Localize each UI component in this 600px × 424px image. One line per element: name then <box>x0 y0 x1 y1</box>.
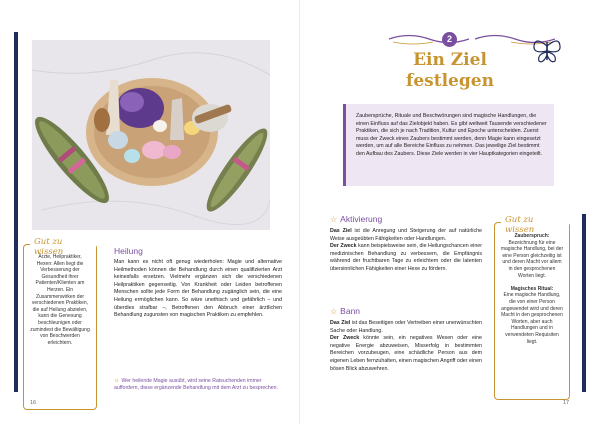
section-body-bann: Das Ziel ist das Beseitigen oder Vertreiben einer unerwünschten Sache oder Handlung. Der Zweck könnte sein, ein negatives Wesen oder eine negative Energie abzuweisen, Misserfolg in bestimmten Bereichen vorzubeugen, eine schädliche Person aus dem eigenen Leben fernzuhalten, einen magischen Angriff oder einen bösen Blick abzuwehren. <box>330 320 482 372</box>
intro-text: Zaubersprüche, Rituale und Beschwörungen sind magische Handlungen, die einen Einfluss auf das Zielobjekt haben. Es gibt weltweit Tausende verschiedener Praktiken, die sich je nach Tradition, Kultur und Epoche unterscheiden. Zuerst muss der Zweck eines Zaubers bestimmt werden, denn Magie kann eingesetzt werden, um auf alle Bereiche Einfluss zu nehmen. Das jeweilige Ziel bestimmt den Aufbau des Zaubers. Diese Ziele werden in vier Hauptkategorien eingeteilt. <box>356 113 547 157</box>
chapter-title: Ein Ziel festlegen <box>406 50 494 91</box>
info-box-right <box>494 215 570 400</box>
section-title-heilung: Heilung <box>114 246 143 256</box>
navy-margin-bar <box>14 32 18 392</box>
crystals-photo <box>32 40 270 230</box>
section-body-aktivierung: Das Ziel ist die Anregung und Steigerung der auf natürliche Weise ausgeübten Fähigkeiten oder Handlungen. Der Zweck kann beispielsweise sein, die Heilungschancen einer medizinischen Behandlung zu verbessern, die Empfängnis während der fruchtbaren Tage zu erleichtern oder die latenten übersinnlichen Fähigkeiten einer Hexe zu fördern. <box>330 228 482 272</box>
crystals-illustration <box>32 40 270 230</box>
info-box-title: Gut zu wissen <box>30 237 96 257</box>
info-box-title: Gut zu wissen <box>501 215 569 235</box>
section-title-bann: ☆ Bann <box>330 306 361 316</box>
page-number-left: 16 <box>30 400 37 406</box>
star-icon: ☆ <box>330 307 338 316</box>
info-box-text: Ärzte, Heilpraktiker, Hexen: Allen liegt die Verbesserung der Gesundheit ihrer Patienten/Klienten am Herzen. Ein Zusammenwirken der verschiedenen Praktiken, die auf Heilung abzielen, kann die Genesung beschleunigen oder zumindest die Bewältigung von Beschwerden erleichtern. <box>30 254 90 346</box>
term-zauberspruch: Zauberspruch: <box>514 233 550 239</box>
intro-box <box>343 104 554 186</box>
chapter-number-badge: 2 <box>442 32 457 47</box>
butterfly-icon <box>531 34 563 66</box>
term-magisches-ritual: Magisches Ritual: <box>510 285 554 292</box>
info-box-left <box>23 237 97 410</box>
section-title-aktivierung: ☆ Aktivierung <box>330 214 383 224</box>
lightbulb-icon: ☼ <box>114 378 120 384</box>
definition-zauberspruch: Bezeichnung für eine magische Handlung, bei der eine Person gleichzeitig ist und deren Macht vor allem in den gesprochenen Worten liegt. <box>500 239 564 279</box>
page-number-right: 17 <box>563 400 570 406</box>
hint-text: ☼ Wer heilende Magie ausübt, wird seine Ratsuchenden immer auffordern, diese ergänzende Behandlung mit dem Arzt zu besprechen. <box>114 378 278 392</box>
section-body-heilung: Man kann es nicht oft genug wiederholen: Magie und alternative Heilmethoden können die Behandlung durch einen qualifizierten Arzt keinesfalls ersetzen. Vielmehr ergänzen sich die verschiedenen Heilpraktiken gegenseitig. Von Krankheit oder Leiden betroffenen Menschen sollte jede Form der Behandlung zugänglich sein, die eine Heilung ermöglichen kann. So wäre unethisch und gefährlich – und überdies strafbar –, Betroffenen den Abbruch einer ärztlichen Behandlung zugunsten von magischen Praktiken zu empfehlen. <box>114 259 282 319</box>
definition-magisches-ritual: Eine magische Handlung, die von einer Person angewendet wird und deren Macht in den gesprochenen Worten, aber auch Handlungen und in verwendeten Requisiten liegt. <box>501 292 563 345</box>
navy-margin-bar-right <box>582 214 586 392</box>
star-icon: ☆ <box>330 215 338 224</box>
